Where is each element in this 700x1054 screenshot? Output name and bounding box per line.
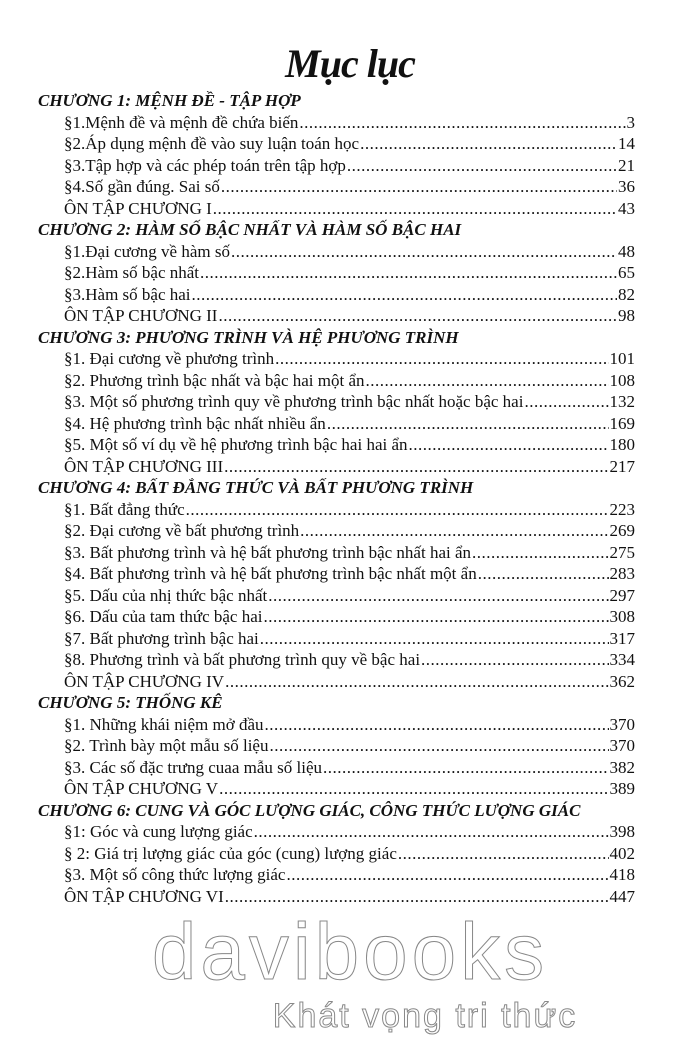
dot-leader [366,370,609,392]
dot-leader [327,413,609,435]
entry-label: §4.Số gần đúng. Sai số [64,177,220,196]
entry-label: ÔN TẬP CHƯƠNG II [64,306,218,325]
dot-leader [264,606,609,628]
entry-page: 169 [609,413,635,433]
entry-label: ÔN TẬP CHƯƠNG V [64,779,219,798]
entry-label: §4. Bất phương trình và hệ bất phương trình bậc nhất một ẩn [64,564,477,583]
entry-page: 101 [609,349,635,368]
entry-page: 21 [618,155,635,175]
toc-entry [38,241,635,263]
entry-label: ÔN TẬP CHƯƠNG IV [64,671,225,691]
dot-leader [213,198,617,220]
entry-page: 362 [609,671,635,691]
toc-entry [38,284,635,306]
entry-page: 370 [609,736,635,755]
entry-label: §8. Phương trình và bất phương trình quy về bậc hai [64,650,421,669]
toc-entry [38,391,635,413]
chapter-heading: CHƯƠNG 3: PHƯƠNG TRÌNH VÀ HỆ PHƯƠNG TRÌNH [38,327,459,347]
toc-entry [38,886,635,908]
entry-label: ÔN TẬP CHƯƠNG VI [64,886,224,906]
toc-entry [38,348,635,370]
entry-label: §3. Bất phương trình và hệ bất phương trình bậc nhất hai ẩn [64,542,472,562]
entry-label: § 2: Giá trị lượng giác của góc (cung) lượng giác [64,843,397,863]
entry-label: §1. Bất đẳng thức [64,499,185,519]
entry-page: 334 [609,650,635,669]
entry-label: §2. Phương trình bậc nhất và bậc hai một ẩn [64,370,365,390]
entry-page: 36 [618,177,635,196]
dot-leader [260,628,609,650]
dot-leader [221,176,617,198]
entry-page: 3 [626,112,635,132]
toc-entry [38,757,635,779]
chapter-heading: CHƯƠNG 6: CUNG VÀ GÓC LƯỢNG GIÁC, CÔNG THỨC LƯỢNG GIÁC [38,800,581,820]
dot-leader [421,649,608,671]
entry-page: 43 [618,198,635,218]
dot-leader [275,348,608,370]
dot-leader [478,563,609,585]
entry-label: §5. Một số ví dụ về hệ phương trình bậc hai hai ẩn [64,435,408,454]
dot-leader [254,821,609,843]
dot-leader [219,778,608,800]
entry-page: 447 [609,886,635,906]
chapter-heading: CHƯƠNG 4: BẤT ĐẲNG THỨC VÀ BẤT PHƯƠNG TRÌNH [38,478,474,497]
dot-leader [268,585,608,607]
toc-entry [38,112,635,134]
toc-entry [38,370,635,392]
entry-label: §1: Góc và cung lượng giác [64,822,253,841]
dot-leader [231,241,617,263]
watermark-brand: davibooks [151,907,549,996]
entry-page: 82 [618,284,635,304]
dot-leader [472,542,608,564]
dot-leader [300,520,608,542]
dot-leader [347,155,617,177]
dot-leader [200,262,617,284]
toc-entry [38,499,635,521]
toc-entry [38,628,635,650]
watermark-slogan: Khát vọng tri thức [272,997,578,1035]
toc-entry [38,305,635,327]
entry-label: §1.Mệnh đề và mệnh đề chứa biến [64,112,299,132]
entry-page: 297 [609,585,635,605]
entry-label: ÔN TẬP CHƯƠNG III [64,456,224,476]
entry-page: 317 [609,628,635,648]
entry-label: §3. Một số phương trình quy về phương trình bậc nhất hoặc bậc hai [64,392,524,411]
entry-page: 108 [609,370,635,390]
toc-entry [38,176,635,198]
dot-leader [286,864,608,886]
chapter-heading: CHƯƠNG 1: MỆNH ĐỀ - TẬP HỢP [38,91,301,110]
toc-entry [38,714,635,736]
toc-entry [38,843,635,865]
entry-label: §1. Đại cương về phương trình [64,349,275,368]
toc-entry [38,606,635,628]
toc-entry [38,434,635,456]
toc-entry [38,864,635,886]
dot-leader [186,499,609,521]
dot-leader [192,284,617,306]
toc-entry [38,198,635,220]
entry-label: §3. Một số công thức lượng giác [64,865,286,884]
entry-page: 223 [609,499,635,519]
toc-entry [38,542,635,564]
dot-leader [269,735,608,757]
entry-page: 398 [609,822,635,841]
entry-page: 382 [609,757,635,777]
toc-entry [38,735,635,757]
entry-label: §1. Những khái niệm mở đầu [64,714,264,734]
entry-page: 48 [618,241,635,261]
dot-leader [409,434,609,456]
entry-page: 389 [609,779,635,798]
entry-page: 418 [609,865,635,884]
toc-entry [38,155,635,177]
entry-label: §2.Hàm số bậc nhất [64,263,200,282]
toc-entry [38,649,635,671]
entry-page: 283 [609,564,635,583]
entry-label: §7. Bất phương trình bậc hai [64,628,259,648]
entry-page: 132 [609,392,635,411]
dot-leader [218,305,617,327]
dot-leader [225,671,608,693]
dot-leader [398,843,609,865]
dot-leader [225,886,609,908]
table-of-contents [38,90,635,907]
dot-leader [524,391,608,413]
toc-entry [38,413,635,435]
entry-page: 98 [618,306,635,325]
page-title: Mục lục [285,41,415,86]
toc-entry [38,821,635,843]
entry-label: §5. Dấu của nhị thức bậc nhất [64,585,268,605]
toc-entry [38,778,635,800]
toc-entry [38,585,635,607]
entry-label: §3.Tập hợp và các phép toán trên tập hợp [64,155,346,175]
dot-leader [360,133,617,155]
entry-page: 275 [609,542,635,562]
entry-label: §6. Dấu của tam thức bậc hai [64,607,263,626]
entry-label: §1.Đại cương về hàm số [64,241,230,261]
entry-label: §2. Trình bày một mẫu số liệu [64,736,269,755]
entry-label: §2.Áp dụng mệnh đề vào suy luận toán học [64,134,360,153]
entry-label: §3.Hàm số bậc hai [64,284,191,304]
entry-page: 308 [609,607,635,626]
entry-page: 14 [618,134,635,153]
entry-label: ÔN TẬP CHƯƠNG I [64,198,212,218]
toc-entry [38,563,635,585]
chapter-heading: CHƯƠNG 5: THỐNG KÊ [38,693,223,712]
entry-page: 217 [609,456,635,476]
toc-entry [38,520,635,542]
dot-leader [323,757,609,779]
entry-page: 269 [609,521,635,540]
entry-label: §2. Đại cương về bất phương trình [64,521,300,540]
toc-entry [38,262,635,284]
entry-page: 65 [618,263,635,282]
dot-leader [265,714,609,736]
chapter-heading: CHƯƠNG 2: HÀM SỐ BẬC NHẤT VÀ HÀM SỐ BẬC HAI [38,220,462,239]
entry-page: 180 [609,435,635,454]
dot-leader [224,456,608,478]
toc-entry [38,133,635,155]
toc-entry [38,671,635,693]
entry-page: 402 [609,843,635,863]
dot-leader [299,112,625,134]
entry-page: 370 [609,714,635,734]
entry-label: §3. Các số đặc trưng cuaa mẫu số liệu [64,757,322,777]
entry-label: §4. Hệ phương trình bậc nhất nhiều ẩn [64,413,326,433]
toc-entry [38,456,635,478]
